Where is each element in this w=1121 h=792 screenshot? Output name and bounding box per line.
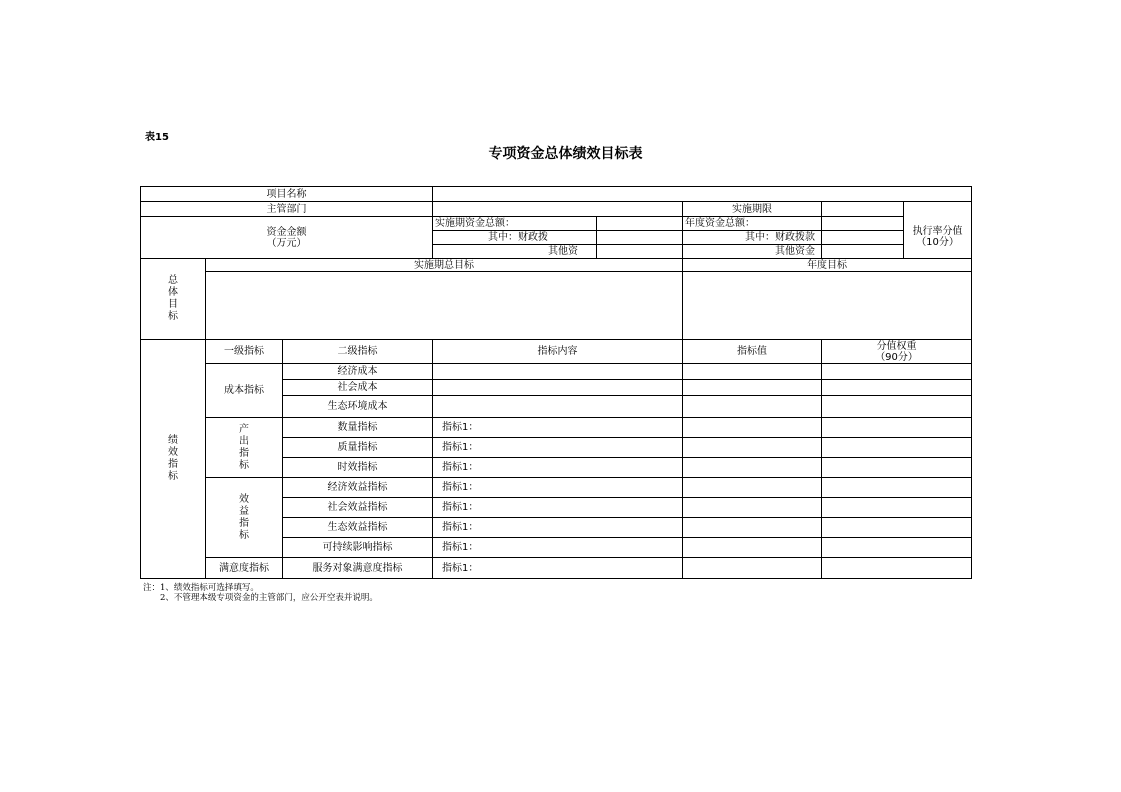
satisfaction-weight[interactable] (822, 558, 972, 579)
goals-side-label: 总体目标 (141, 259, 206, 340)
benefit-label: 效益指标 (206, 478, 283, 558)
header-level2: 二级指标 (283, 340, 433, 364)
funds-label-line2: （万元） (266, 237, 307, 249)
cost-label: 成本指标 (206, 364, 283, 418)
cost-weight[interactable] (822, 364, 972, 380)
impl-total-label: 实施期资金总额： (433, 217, 597, 231)
satisfaction-value[interactable] (683, 558, 822, 579)
performance-target-table (140, 186, 972, 579)
cost-item: 生态环境成本 (283, 396, 433, 418)
benefit-content[interactable]: 指标1： (433, 498, 683, 518)
impl-fiscal-value[interactable] (597, 231, 683, 245)
dept-label: 主管部门 (141, 202, 433, 217)
output-value[interactable] (683, 418, 822, 438)
impl-period-label: 实施期限 (683, 202, 822, 217)
benefit-weight[interactable] (822, 518, 972, 538)
impl-period-value[interactable] (822, 202, 904, 217)
footnote-1: 注：1、绩效指标可选择填写。 (143, 583, 259, 593)
benefit-value[interactable] (683, 538, 822, 558)
cost-content[interactable] (433, 396, 683, 418)
header-level1: 一级指标 (206, 340, 283, 364)
output-value[interactable] (683, 458, 822, 478)
output-item: 质量指标 (283, 438, 433, 458)
output-weight[interactable] (822, 438, 972, 458)
benefit-content[interactable]: 指标1： (433, 518, 683, 538)
cost-item: 经济成本 (283, 364, 433, 380)
cost-content[interactable] (433, 380, 683, 396)
benefit-value[interactable] (683, 518, 822, 538)
project-name-label: 项目名称 (141, 187, 433, 202)
dept-value[interactable] (433, 202, 683, 217)
benefit-value[interactable] (683, 478, 822, 498)
footnotes (143, 583, 378, 603)
benefit-weight[interactable] (822, 478, 972, 498)
output-content[interactable]: 指标1： (433, 438, 683, 458)
benefit-item: 生态效益指标 (283, 518, 433, 538)
cost-weight[interactable] (822, 380, 972, 396)
benefit-content[interactable]: 指标1： (433, 478, 683, 498)
project-name-value[interactable] (433, 187, 972, 202)
footnote-2: 2、不管理本级专项资金的主管部门，应公开空表并说明。 (143, 593, 378, 603)
benefit-content[interactable]: 指标1： (433, 538, 683, 558)
benefit-weight[interactable] (822, 538, 972, 558)
output-weight[interactable] (822, 418, 972, 438)
header-value: 指标值 (683, 340, 822, 364)
annual-fiscal-label: 其中：财政拨款 (683, 231, 822, 245)
impl-other-label: 其他资 (433, 245, 597, 259)
satisfaction-item: 服务对象满意度指标 (283, 558, 433, 579)
benefit-weight[interactable] (822, 498, 972, 518)
output-item: 数量指标 (283, 418, 433, 438)
indicators-side-label: 绩效指标 (141, 340, 206, 579)
satisfaction-content[interactable]: 指标1： (433, 558, 683, 579)
header-weight: 分值权重 （90分） (822, 340, 972, 364)
annual-other-label: 其他资金 (683, 245, 822, 259)
output-content[interactable]: 指标1： (433, 458, 683, 478)
output-item: 时效指标 (283, 458, 433, 478)
impl-fiscal-label: 其中：财政拨 (433, 231, 597, 245)
funds-label-line1: 资金金额 (266, 226, 307, 238)
cost-value[interactable] (683, 396, 822, 418)
cost-weight[interactable] (822, 396, 972, 418)
output-label: 产出指标 (206, 418, 283, 478)
annual-total-value[interactable] (822, 217, 904, 231)
annual-fiscal-value[interactable] (822, 231, 904, 245)
benefit-item: 可持续影响指标 (283, 538, 433, 558)
satisfaction-label: 满意度指标 (206, 558, 283, 579)
benefit-item: 社会效益指标 (283, 498, 433, 518)
impl-other-value[interactable] (597, 245, 683, 259)
cost-item: 社会成本 (283, 380, 433, 396)
annual-goal-value[interactable] (683, 272, 972, 340)
annual-total-label: 年度资金总额： (683, 217, 822, 231)
exec-rate-spacer (904, 202, 972, 217)
impl-total-value[interactable] (597, 217, 683, 231)
impl-goal-value[interactable] (206, 272, 683, 340)
exec-rate-cell (904, 217, 972, 259)
output-weight[interactable] (822, 458, 972, 478)
output-content[interactable]: 指标1： (433, 418, 683, 438)
exec-rate-label: 执行率分值 (912, 226, 963, 238)
impl-goal-label: 实施期总目标 (206, 259, 683, 272)
output-value[interactable] (683, 438, 822, 458)
cost-content[interactable] (433, 364, 683, 380)
page-title: 专项资金总体绩效目标表 (488, 146, 643, 162)
header-content: 指标内容 (433, 340, 683, 364)
cost-value[interactable] (683, 364, 822, 380)
exec-rate-points: （10分） (916, 237, 959, 249)
annual-goal-label: 年度目标 (683, 259, 972, 272)
form-number: 表15 (145, 132, 169, 143)
funds-label (141, 217, 433, 259)
benefit-item: 经济效益指标 (283, 478, 433, 498)
cost-value[interactable] (683, 380, 822, 396)
annual-other-value[interactable] (822, 245, 904, 259)
benefit-value[interactable] (683, 498, 822, 518)
